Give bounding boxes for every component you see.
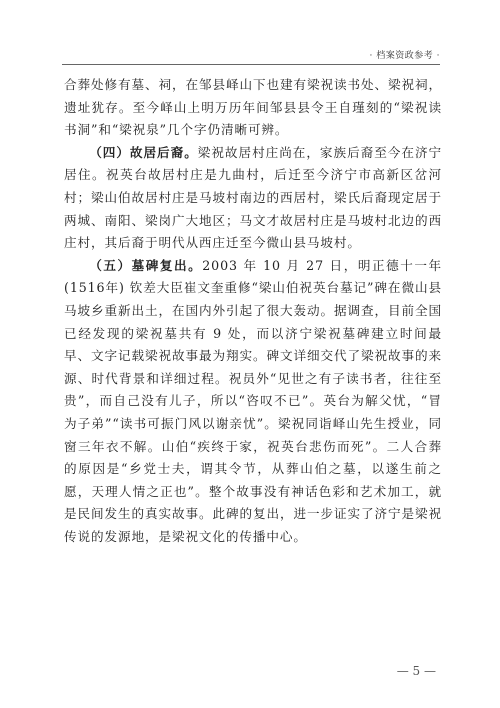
section-heading-4: （四）故居后裔。	[89, 144, 198, 160]
paragraph-2	[64, 142, 442, 255]
paragraph-3-text: 2003 年 10 月 27 日，明正德十一年(1516年) 钦差大臣崔文奎重修“梁山伯祝英台墓记”碑在微山县马坡乡重新出土，在国内外引起了很大轰动。据调查，目前全国已经发现的梁祝墓共有 9 处，而以济宁梁祝墓碑建立时间最早、文字记载梁祝故事最为翔实。碑文详细交代了梁祝故事的来源、时代背景和详细过程。祝员外“见世之有子读书者，往往至贵”，而自己没有儿子，所以“咨叹不已”。英台为解父忧，“冒为子弟”“读书可振门风以谢亲忧”。梁祝同诣峄山先生授业，同窗三年衣不解。山伯“疾终于家，祝英台悲伤而死”。二人合葬的原因是“乡党士夫，谓其令节，从葬山伯之墓，以遂生前之愿，天理人情之正也”。整个故事没有神话色彩和艺术加工，就是民间发生的真实故事。此碑的复出，进一步证实了济宁是梁祝传说的发源地，是梁祝文化的传播中心。	[64, 257, 442, 544]
paragraph-2-text: 梁祝故居村庄尚在，家族后裔至今在济宁居住。祝英台故居村庄是九曲村，后迁至今济宁市高新区岔河村；梁山伯故居村庄是马坡村南边的西居村，梁氏后裔现定居于两城、南阳、梁岗广大地区；马文才故居村庄是马坡村北边的西庄村，其后裔于明代从西庄迁至今微山县马坡村。	[64, 144, 443, 251]
header-divider	[62, 64, 440, 65]
article-body	[64, 74, 442, 548]
paragraph-1	[64, 74, 442, 142]
paragraph-1-text: 合葬处修有墓、祠，在邹县峄山下也建有梁祝读书处、梁祝祠，遗址犹存。至今峄山上明万历年间邹县县令王自瑾刻的“梁祝读书洞”和“梁祝泉”几个字仍清晰可辨。	[64, 77, 442, 138]
paragraph-3	[64, 255, 442, 549]
journal-section-label: · 档案资政参考 ·	[369, 51, 440, 61]
page-number: — 5 —	[396, 664, 436, 678]
section-heading-5: （五）墓碑复出。	[89, 257, 203, 273]
